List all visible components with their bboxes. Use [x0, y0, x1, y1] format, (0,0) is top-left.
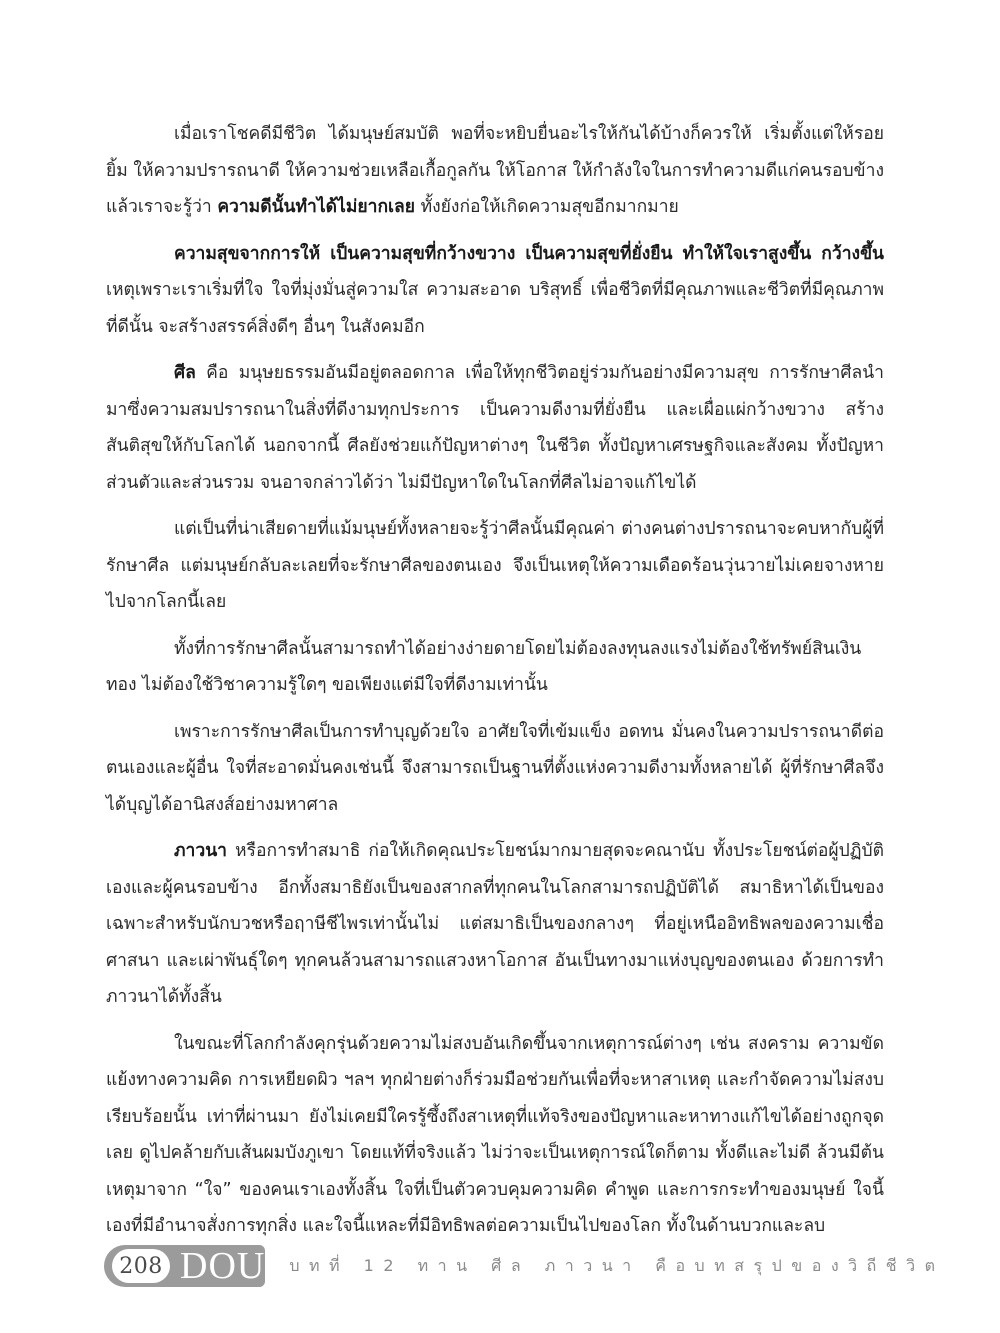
segment: ในขณะที่โลกกำลังคุกรุ่นด้วยความไม่สงบอันเกิดขึ้นจากเหตุการณ์ต่างๆ เช่น สงคราม ความขัดแย้งทางความคิด การเหยียดผิว ฯลฯ ทุกฝ่ายต่างก็ร่วมมือช่วยกันเพื่อที่จะหาสาเหตุ และกำจัดความไม่สงบเรียบร้อยนั้น เท่าที่ผ่านมา ยังไม่เคยมีใครรู้ซึ้งถึงสาเหตุที่แท้จริงของปัญหาและหาทางแก้ไขได้อย่างถูกจุดเลย ดูไปคล้ายกับเส้นผมบังภูเขา โดยแท้ที่จริงแล้ว ไม่ว่าจะเป็นเหตุการณ์ใดก็ตาม ทั้งดีและไม่ดี ล้วนมีต้นเหตุมาจาก “ใจ” ของคนเราเองทั้งสิ้น ใจที่เป็นตัวควบคุมความคิด คำพูด และการกระทำของมนุษย์ ใจนี้เองที่มีอำนาจสั่งการทุกสิ่ง และใจนี้แหละที่มีอิทธิพลต่อความเป็นไปของโลก ทั้งในด้านบวกและลบ	[106, 1033, 884, 1236]
segment: เมื่อเราโชคดีมีชีวิต ได้มนุษย์สมบัติ พอที่จะหยิบยื่นอะไรให้กันได้บ้างก็ควรให้ เริ่มตั้งแต่ให้รอยยิ้ม ให้ความปรารถนาดี ให้ความช่วยเหลือเกื้อกูลกัน ให้โอกาส ให้กำลังใจในการทำความดีแก่คนรอบข้าง แล้วเราจะรู้ว่า	[106, 124, 884, 217]
paragraph-merit-of-precepts	[106, 714, 884, 824]
paragraph-sila	[106, 355, 884, 501]
paragraph-world-unrest	[106, 1026, 884, 1245]
footer-badge	[104, 1245, 265, 1287]
chapter-title: บทที่ 12 ทาน ศีล ภาวนา คือบทสรุปของวิถีชีวิต	[289, 1255, 945, 1275]
segment: เพราะการรักษาศีลเป็นการทำบุญด้วยใจ อาศัยใจที่เข้มแข็ง อดทน มั่นคงในความปรารถนาดีต่อตนเองและผู้อื่น ใจที่สะอาดมั่นคงเช่นนี้ จึงสามารถเป็นฐานที่ตั้งแห่งความดีงามทั้งหลายได้ ผู้ที่รักษาศีลจึงได้บุญได้อานิสงส์อย่างมหาศาล	[106, 721, 884, 815]
segment: คือ มนุษยธรรมอันมีอยู่ตลอดกาล เพื่อให้ทุกชีวิตอยู่ร่วมกันอย่างมีความสุข การรักษาศีลนำมาซึ่งความสมปรารถนาในสิ่งที่ดีงามทุกประการ เป็นความดีงามที่ยั่งยืน และเผื่อแผ่กว้างขวาง สร้างสันติสุขให้กับโลกได้ นอกจากนี้ ศีลยังช่วยแก้ปัญหาต่างๆ ในชีวิต ทั้งปัญหาเศรษฐกิจและสังคม ทั้งปัญหาส่วนตัวและส่วนรวม จนอาจกล่าวได้ว่า ไม่มีปัญหาใดในโลกที่ศีลไม่อาจแก้ไขได้	[106, 363, 884, 493]
segment-bold: ภาวนา	[174, 841, 227, 861]
page-body	[106, 116, 884, 1255]
dou-logo: DOU	[180, 1245, 266, 1287]
paragraph-easy-precepts	[106, 631, 884, 704]
segment: หรือการทำสมาธิ ก่อให้เกิดคุณประโยชน์มากมายสุดจะคณานับ ทั้งประโยชน์ต่อผู้ปฏิบัติเองและผู้คนรอบข้าง อีกทั้งสมาธิยังเป็นของสากลที่ทุกคนในโลกสามารถปฏิบัติได้ สมาธิหาได้เป็นของเฉพาะสำหรับนักบวชหรือฤาษีชีไพรเท่านั้นไม่ แต่สมาธิเป็นของกลางๆ ที่อยู่เหนืออิทธิพลของความเชื่อ ศาสนา และเผ่าพันธุ์ใดๆ ทุกคนล้วนสามารถแสวงหาโอกาส อันเป็นทางมาแห่งบุญของตนเอง ด้วยการทำภาวนาได้ทั้งสิ้น	[106, 841, 884, 1007]
segment-bold: ความสุขจากการให้ เป็นความสุขที่กว้างขวาง เป็นความสุขที่ยั่งยืน ทำให้ใจเราสูงขึ้น กว้างขึ้น	[174, 243, 884, 264]
segment: เหตุเพราะเราเริ่มที่ใจ ใจที่มุ่งมั่นสู่ความใส ความสะอาด บริสุทธิ์ เพื่อชีวิตที่มีคุณภาพและชีวิตที่มีคุณภาพที่ดีนั้น จะสร้างสรรค์สิ่งดีๆ อื่นๆ ในสังคมอีก	[106, 280, 884, 337]
segment: ทั้งยังก่อให้เกิดความสุขอีกมากมาย	[415, 197, 679, 217]
paragraph-neglect-of-precepts	[106, 511, 884, 621]
paragraph-bhavana	[106, 833, 884, 1016]
paragraph-giving-joy	[106, 116, 884, 226]
segment: ทั้งที่การรักษาศีลนั้นสามารถทำได้อย่างง่ายดายโดยไม่ต้องลงทุนลงแรงไม่ต้องใช้ทรัพย์สินเงินทอง ไม่ต้องใช้วิชาความรู้ใดๆ ขอเพียงแต่มีใจที่ดีงามเท่านั้น	[106, 638, 862, 695]
page-number: 208	[112, 1249, 170, 1283]
segment-bold: ศีล	[174, 363, 196, 383]
segment: แต่เป็นที่น่าเสียดายที่แม้มนุษย์ทั้งหลายจะรู้ว่าศีลนั้นมีคุณค่า ต่างคนต่างปรารถนาจะคบหากับผู้ที่รักษาศีล แต่มนุษย์กลับละเลยที่จะรักษาศีลของตนเอง จึงเป็นเหตุให้ความเดือดร้อนวุ่นวายไม่เคยจางหายไปจากโลกนี้เลย	[106, 519, 884, 612]
paragraph-happiness-of-giving	[106, 236, 884, 346]
segment-bold: ความดีนั้นทำได้ไม่ยากเลย	[217, 197, 415, 217]
page-footer	[104, 1243, 945, 1289]
